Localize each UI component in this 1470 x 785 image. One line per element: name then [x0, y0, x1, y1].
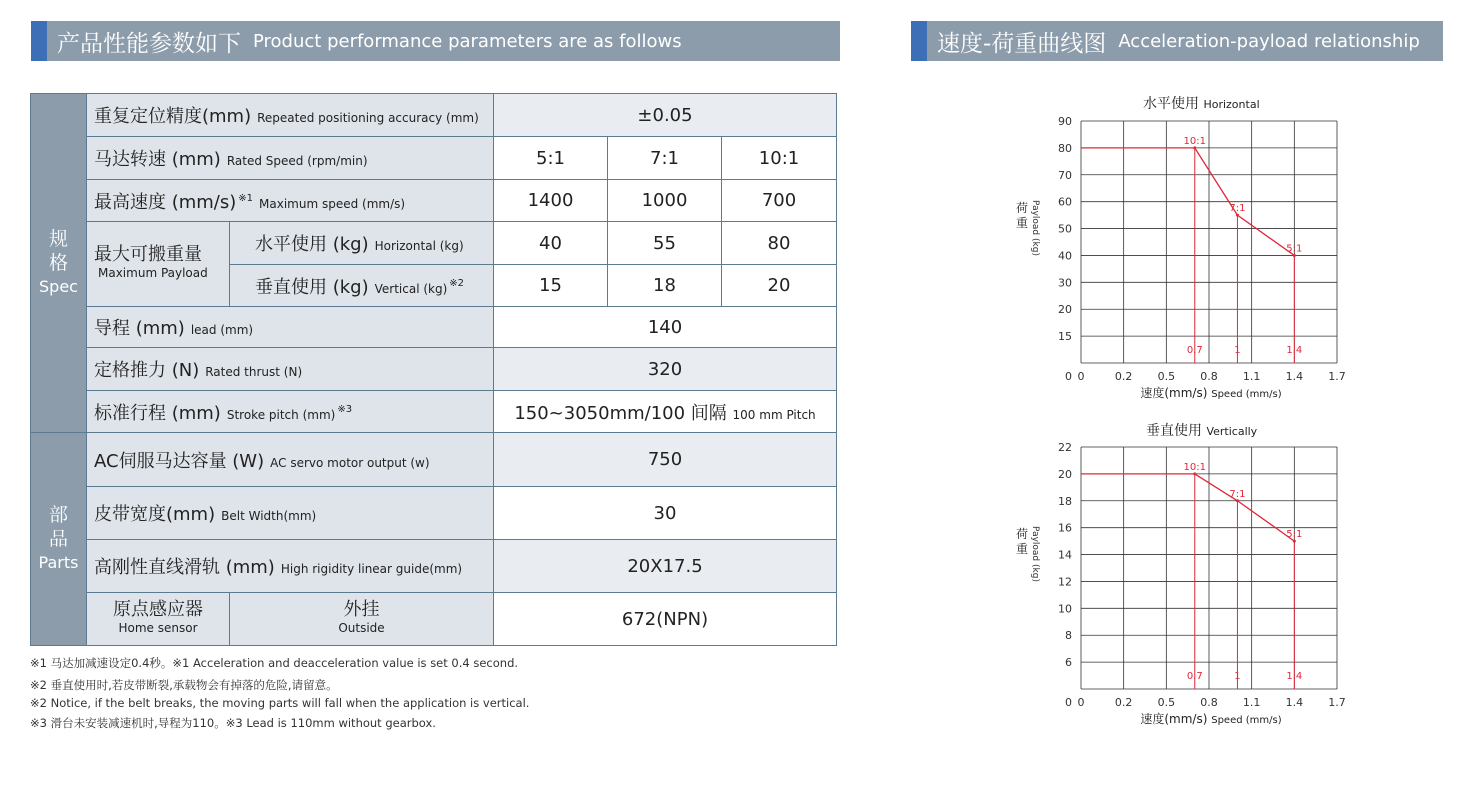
- value-lead: 140: [494, 307, 837, 348]
- footnote: ※2 垂直使用时,若皮带断裂,承载物会有掉落的危险,请留意。: [30, 678, 338, 692]
- right-header-title: 速度-荷重曲线图: [937, 30, 1107, 57]
- footnote-mark: ※2: [449, 278, 465, 290]
- group-spec: [31, 94, 87, 433]
- x-tick-label: 0.2: [1114, 370, 1133, 383]
- header-accent-bar: [911, 21, 927, 61]
- x-mark-label: 1: [1234, 345, 1241, 356]
- label-en: Repeated positioning accuracy (mm): [257, 111, 479, 125]
- y-axis-title-zh: 重: [1015, 542, 1029, 556]
- x-tick-label: 1.1: [1242, 696, 1261, 709]
- label-zh: 皮带宽度(mm): [94, 504, 216, 525]
- value-accuracy: ±0.05: [494, 94, 837, 137]
- y-tick-label: 70: [1058, 168, 1072, 182]
- x-mark-label: 0.7: [1186, 671, 1203, 682]
- value-cell: 1400: [494, 180, 608, 222]
- table-row: [31, 348, 837, 391]
- x-tick-label: 0.5: [1157, 370, 1176, 383]
- y-tick-label: 6: [1065, 656, 1072, 670]
- x-axis-title-zh: 速度(mm/s): [1140, 386, 1212, 400]
- y-axis-title-zh: 荷: [1015, 527, 1029, 541]
- group-label-en: Parts: [38, 553, 79, 572]
- row-label-sensor: [87, 593, 230, 646]
- chart-title-en: Vertically: [1206, 425, 1258, 438]
- label-zh: 马达转速 (mm): [94, 149, 221, 170]
- group-label: 格: [48, 252, 68, 274]
- x-tick-label: 0.5: [1157, 696, 1176, 709]
- label-zh: AC伺服马达容量 (W): [94, 450, 265, 472]
- group-label: 规: [48, 228, 68, 250]
- value-cell: 18: [608, 265, 722, 307]
- footnote-mark: ※3: [337, 404, 353, 416]
- row-label-vertical: [230, 265, 494, 307]
- value-text: 150~3050mm/100 间隔: [514, 402, 727, 424]
- value-belt: 30: [494, 487, 837, 540]
- value-cell: 15: [494, 265, 608, 307]
- label-zh: 水平使用 (kg): [255, 234, 369, 255]
- left-section-header: [31, 21, 840, 61]
- value-cell: 80: [722, 222, 837, 265]
- table-row: [31, 137, 837, 180]
- y-tick-label: 16: [1058, 521, 1072, 535]
- label-en: Maximum Payload: [98, 266, 208, 280]
- x-mark-label: 1.4: [1286, 345, 1303, 356]
- y-tick-label: 90: [1058, 115, 1072, 128]
- spec-table: [30, 93, 837, 646]
- x-axis-title: [1140, 385, 1281, 400]
- y-tick-label: 15: [1058, 330, 1072, 344]
- table-row: [31, 433, 837, 487]
- y-tick-label: 8: [1065, 629, 1072, 643]
- x-axis-title: [1140, 711, 1281, 726]
- value-cell: 20: [722, 265, 837, 307]
- footnotes: [30, 654, 529, 732]
- x-mark-label: 0.7: [1186, 345, 1203, 356]
- value-cell: 7:1: [608, 137, 722, 180]
- footnote: ※3 滑台未安装减速机时,导程为110。※3 Lead is 110mm without gearbox.: [30, 716, 436, 730]
- table-row: [31, 593, 837, 646]
- table-row: [31, 487, 837, 540]
- label-zh: 定格推力 (N): [94, 360, 200, 381]
- label-zh: 高刚性直线滑轨 (mm): [94, 557, 275, 578]
- y-tick-label: 14: [1058, 548, 1072, 562]
- row-label-accuracy: [87, 94, 494, 137]
- row-label-max-speed: [87, 180, 494, 222]
- x-tick-label: 0.8: [1200, 696, 1218, 709]
- y-tick-label: 0: [1065, 696, 1072, 709]
- label-en: AC servo motor output (w): [270, 455, 430, 470]
- y-axis-title-en: Payload (kg): [1030, 526, 1040, 582]
- y-tick-label: 30: [1058, 276, 1072, 290]
- group-label: 部: [48, 504, 68, 526]
- table-row: [31, 391, 837, 433]
- row-label-rated-speed: [87, 137, 494, 180]
- ratio-label: 7:1: [1229, 203, 1246, 215]
- x-tick-label: 0: [1077, 696, 1085, 709]
- chart-vertical: [1000, 436, 1370, 731]
- x-tick-label: 1.7: [1328, 370, 1346, 383]
- group-label-en: Spec: [39, 277, 78, 296]
- value-cell: 1000: [608, 180, 722, 222]
- value-text-en: 100 mm Pitch: [732, 407, 816, 422]
- x-tick-label: 0.8: [1200, 370, 1218, 383]
- row-label-horizontal: [230, 222, 494, 265]
- y-tick-label: 20: [1058, 303, 1072, 317]
- value-thrust: 320: [494, 348, 837, 391]
- label-en: Rated thrust (N): [205, 365, 303, 379]
- x-mark-label: 1.4: [1286, 671, 1303, 682]
- row-label-belt: [87, 487, 494, 540]
- label-zh: 重复定位精度(mm): [94, 106, 252, 127]
- label-en: Maximum speed (mm/s): [259, 196, 406, 211]
- label-en: lead (mm): [190, 323, 254, 337]
- group-label: 品: [48, 528, 68, 550]
- y-axis-title-zh: 荷: [1015, 201, 1029, 215]
- table-row: [31, 307, 837, 348]
- value-cell: 55: [608, 222, 722, 265]
- ratio-label: 10:1: [1183, 461, 1207, 473]
- footnote-mark: ※1: [238, 193, 254, 205]
- value-guide: 20X17.5: [494, 540, 837, 593]
- label-en: Rated Speed (rpm/min): [226, 154, 368, 168]
- x-axis-title-en: Speed (mm/s): [1211, 389, 1282, 400]
- chart-title-zh: 垂直使用: [1146, 423, 1202, 439]
- y-tick-label: 12: [1058, 575, 1072, 589]
- chart-title-en: Horizontal: [1203, 98, 1260, 111]
- y-tick-label: 40: [1058, 249, 1072, 263]
- x-tick-label: 1.1: [1242, 370, 1261, 383]
- value-sensor: 672(NPN): [494, 593, 837, 646]
- value-cell: 40: [494, 222, 608, 265]
- y-tick-label: 18: [1058, 494, 1072, 508]
- label-en: High rigidity linear guide(mm): [280, 562, 463, 576]
- y-axis-title-en: Payload (kg): [1030, 200, 1040, 256]
- x-axis-title-zh: 速度(mm/s): [1140, 712, 1212, 726]
- value-cell: 5:1: [494, 137, 608, 180]
- x-axis-title-en: Speed (mm/s): [1211, 715, 1282, 726]
- right-section-header: [911, 21, 1443, 61]
- label-zh: 垂直使用 (kg): [255, 276, 369, 298]
- value-motor: 750: [494, 433, 837, 487]
- row-label-thrust: [87, 348, 494, 391]
- label-en: Outside: [338, 621, 385, 635]
- right-header-subtitle: Acceleration-payload relationship: [1118, 30, 1420, 52]
- label-zh: 标准行程 (mm): [94, 402, 221, 424]
- table-row: [31, 540, 837, 593]
- value-cell: 10:1: [722, 137, 837, 180]
- x-tick-label: 0: [1077, 370, 1085, 383]
- label-en: Vertical (kg): [374, 281, 448, 296]
- y-tick-label: 20: [1058, 467, 1072, 481]
- row-label-stroke: [87, 391, 494, 433]
- x-tick-label: 0.2: [1114, 696, 1133, 709]
- label-en: Home sensor: [118, 621, 198, 635]
- y-tick-label: 60: [1058, 195, 1072, 209]
- ratio-label: 5:1: [1286, 243, 1303, 255]
- series-line: [1081, 474, 1294, 541]
- x-tick-label: 1.4: [1285, 370, 1304, 383]
- y-axis-title-zh: 重: [1015, 216, 1029, 230]
- row-label-payload: [87, 222, 230, 307]
- footnote: ※2 Notice, if the belt breaks, the moving parts will fall when the application is vertical.: [30, 696, 530, 710]
- row-label-motor: [87, 433, 494, 487]
- table-row: [31, 180, 837, 222]
- value-cell: 700: [722, 180, 837, 222]
- label-zh: 导程 (mm): [94, 318, 185, 339]
- x-mark-label: 1: [1234, 671, 1241, 682]
- y-tick-label: 50: [1058, 222, 1072, 236]
- label-zh: 最大可搬重量: [94, 244, 202, 265]
- y-tick-label: 22: [1058, 441, 1072, 454]
- ratio-label: 7:1: [1229, 488, 1246, 500]
- footnote: ※1 马达加减速设定0.4秒。※1 Acceleration and deacceleration value is set 0.4 second.: [30, 656, 519, 670]
- left-header-title: 产品性能参数如下: [57, 30, 241, 57]
- table-row: [31, 94, 837, 137]
- label-zh: 外挂: [343, 599, 380, 620]
- label-zh: 最高速度 (mm/s): [94, 191, 237, 213]
- label-en: Horizontal (kg): [374, 239, 464, 253]
- row-label-sensor-type: [230, 593, 494, 646]
- left-header-subtitle: Product performance parameters are as follows: [253, 30, 682, 52]
- label-en: Stroke pitch (mm): [226, 407, 336, 422]
- chart-horizontal: [1000, 110, 1370, 405]
- ratio-label: 10:1: [1183, 135, 1207, 147]
- chart-title-zh: 水平使用: [1143, 96, 1199, 112]
- group-parts: [31, 433, 87, 646]
- x-tick-label: 1.4: [1285, 696, 1304, 709]
- row-label-guide: [87, 540, 494, 593]
- y-tick-label: 80: [1058, 141, 1072, 155]
- ratio-label: 5:1: [1286, 529, 1303, 541]
- table-row: [31, 222, 837, 265]
- row-label-lead: [87, 307, 494, 348]
- header-accent-bar: [31, 21, 47, 61]
- y-tick-label: 10: [1058, 602, 1072, 616]
- y-tick-label: 0: [1065, 370, 1072, 383]
- label-zh: 原点感应器: [113, 599, 203, 620]
- value-stroke: [494, 391, 837, 433]
- x-tick-label: 1.7: [1328, 696, 1346, 709]
- label-en: Belt Width(mm): [221, 509, 317, 523]
